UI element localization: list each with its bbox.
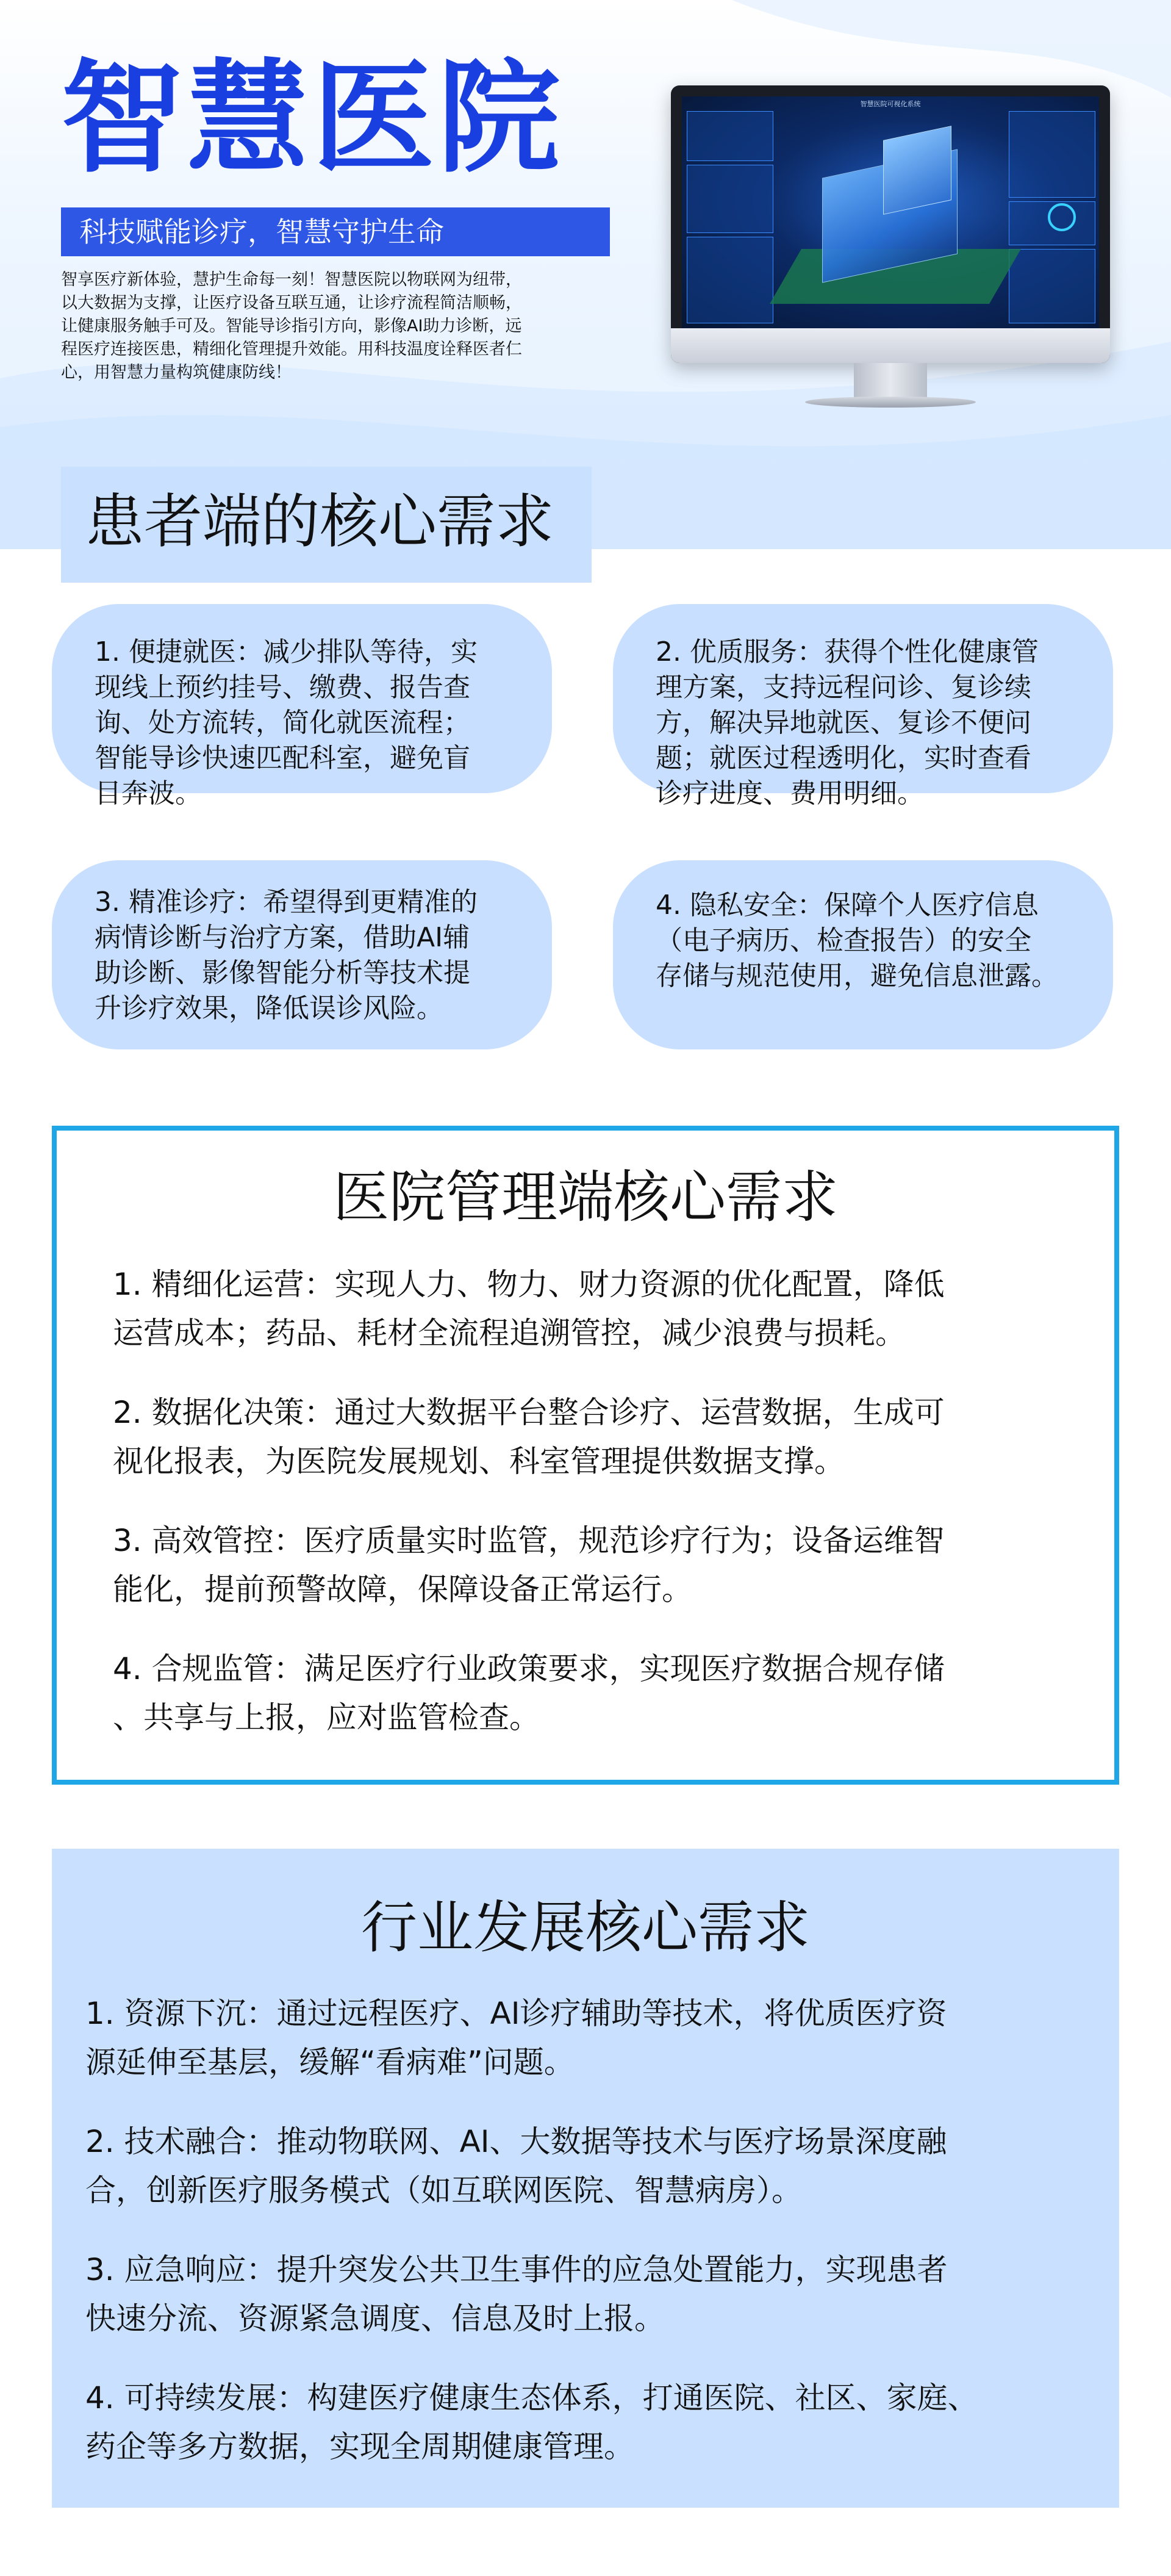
monitor-chin — [671, 328, 1110, 363]
page-title: 智慧医院 — [61, 48, 564, 190]
item-line: 1. 精细化运营：实现人力、物力、财力资源的优化配置，降低 — [113, 1267, 945, 1302]
card-line: （电子病历、检查报告）的安全 — [656, 925, 1031, 956]
dashboard-screen — [682, 96, 1099, 328]
item-line: 药企等多方数据，实现全周期健康管理。 — [85, 2429, 634, 2464]
item-line: 2. 技术融合：推动物联网、AI、大数据等技术与医疗场景深度融 — [85, 2124, 947, 2159]
industry-need-item — [85, 2245, 948, 2343]
card-line: 智能导诊快速匹配科室，避免盲 — [95, 743, 470, 774]
card-line: 现线上预约挂号、缴费、报告查 — [95, 672, 470, 703]
item-line: 运营成本；药品、耗材全流程追溯管控，减少浪费与损耗。 — [113, 1315, 906, 1351]
intro-line: 心，用智慧力量构筑健康防线！ — [61, 363, 292, 382]
intro-line: 让健康服务触手可及。智能导诊指引方向，影像AI助力诊断，远 — [61, 317, 522, 336]
patient-need-card — [613, 860, 1113, 1049]
dashboard-panel — [687, 111, 773, 161]
intro-line: 程医疗连接医患，精细化管理提升效能。用科技温度诠释医者仁 — [61, 340, 522, 359]
item-line: 1. 资源下沉：通过远程医疗、AI诊疗辅助等技术，将优质医疗资 — [85, 1996, 947, 2031]
dashboard-panel — [687, 165, 773, 233]
card-line: 病情诊断与治疗方案，借助AI辅 — [95, 922, 470, 953]
management-section-title: 医院管理端核心需求 — [332, 1165, 838, 1230]
patient-need-card — [52, 604, 552, 809]
patient-need-card — [613, 604, 1113, 809]
intro-paragraph — [61, 268, 628, 384]
management-need-item — [113, 1388, 945, 1486]
item-line: 视化报表，为医院发展规划、科室管理提供数据支撑。 — [113, 1444, 845, 1479]
monitor-base — [805, 397, 976, 408]
patient-need-card — [52, 860, 552, 1049]
card-line: 2. 优质服务：获得个性化健康管 — [656, 636, 1039, 667]
card-line: 升诊疗效果，降低误诊风险。 — [95, 993, 443, 1024]
monitor-illustration — [671, 85, 1110, 415]
card-line: 方，解决异地就医、复诊不便问 — [656, 707, 1031, 738]
item-line: 4. 合规监管：满足医疗行业政策要求，实现医疗数据合规存储 — [113, 1651, 945, 1686]
card-line: 目奔波。 — [95, 778, 202, 809]
dashboard-title: 智慧医院可视化系统 — [860, 100, 921, 108]
card-line: 存储与规范使用，避免信息泄露。 — [656, 960, 1058, 991]
dashboard-panel — [687, 237, 773, 323]
industry-need-item — [85, 1989, 947, 2087]
card-line: 诊疗进度、费用明细。 — [656, 778, 924, 809]
item-line: 快速分流、资源紧急调度、信息及时上报。 — [85, 2301, 665, 2336]
item-line: 源延伸至基层，缓解“看病难”问题。 — [85, 2045, 575, 2080]
item-line: 3. 应急响应：提升突发公共卫生事件的应急处置能力，实现患者 — [85, 2252, 948, 2287]
gauge-icon — [1048, 203, 1076, 231]
dashboard-panel — [1009, 249, 1095, 323]
item-line: 能化，提前预警故障，保障设备正常运行。 — [113, 1572, 692, 1607]
intro-line: 智享医疗新体验，慧护生命每一刻！智慧医院以物联网为纽带， — [61, 270, 522, 289]
industry-section-title: 行业发展核心需求 — [360, 1895, 810, 1960]
item-line: 3. 高效管控：医疗质量实时监管，规范诊疗行为；设备运维智 — [113, 1523, 945, 1558]
slogan-banner: 科技赋能诊疗，智慧守护生命 — [61, 207, 610, 256]
item-line: 4. 可持续发展：构建医疗健康生态体系，打通医院、社区、家庭、 — [85, 2380, 978, 2416]
intro-line: 以大数据为支撑，让医疗设备互联互通，让诊疗流程简洁顺畅， — [61, 293, 522, 312]
card-line: 3. 精准诊疗：希望得到更精准的 — [95, 887, 478, 918]
monitor-stand — [854, 363, 927, 400]
dashboard-panel — [1009, 111, 1095, 198]
item-line: 合，创新医疗服务模式（如互联网医院、智慧病房）。 — [85, 2173, 802, 2208]
industry-need-item — [85, 2373, 978, 2471]
card-line: 助诊断、影像智能分析等技术提 — [95, 957, 470, 988]
card-line: 1. 便捷就医：减少排队等待，实 — [95, 636, 478, 667]
card-line: 理方案，支持远程问诊、复诊续 — [656, 672, 1031, 703]
card-line: 询、处方流转，简化就医流程； — [95, 707, 470, 738]
management-need-item — [113, 1260, 945, 1358]
management-need-item — [113, 1644, 945, 1742]
card-line: 题；就医过程透明化，实时查看 — [656, 743, 1031, 774]
item-line: 、共享与上报，应对监管检查。 — [113, 1700, 540, 1735]
hospital-tower-icon — [883, 126, 951, 215]
item-line: 2. 数据化决策：通过大数据平台整合诊疗、运营数据，生成可 — [113, 1395, 945, 1430]
patient-section-title: 患者端的核心需求 — [85, 487, 554, 556]
card-line: 4. 隐私安全：保障个人医疗信息 — [656, 890, 1039, 921]
management-need-item — [113, 1516, 945, 1614]
industry-need-item — [85, 2117, 947, 2215]
